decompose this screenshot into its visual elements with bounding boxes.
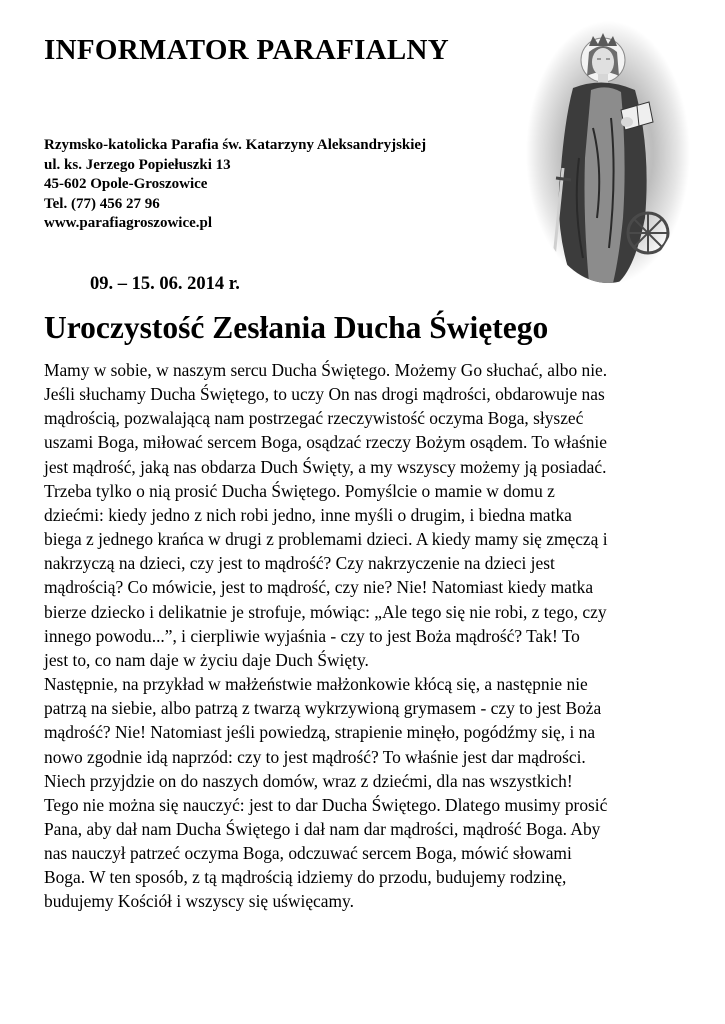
article-line: mądrością, pozwalającą nam postrzegać rzeczywistość oczyma Boga, słyszeć (44, 408, 584, 429)
article-line: Boga. W ten sposób, z tą mądrością idziemy do przodu, budujemy rodzinę, (44, 867, 567, 888)
article-line: innego powodu...”, i cierpliwie wyjaśnia - czy to jest Boża mądrość? Tak! To (44, 625, 580, 646)
article-line: patrzą na siebie, albo patrzą z twarzą wykrzywioną grymasem - czy to jest Boża (44, 698, 602, 719)
article-line: nas nauczył patrzeć oczyma Boga, odczuwać sercem Boga, mówić słowami (44, 843, 572, 864)
bulletin-title: INFORMATOR PARAFIALNY (44, 34, 450, 66)
website-link[interactable]: www.parafiagroszowice.pl (44, 215, 213, 231)
article-body (44, 358, 694, 914)
article-line: jest to, co nam daje w życiu daje Duch Święty. (44, 649, 369, 670)
article-line: Tego nie można się nauczyć: jest to dar Ducha Świętego. Dlatego musimy prosić (44, 794, 608, 815)
issue-date: 09. – 15. 06. 2014 r. (90, 274, 240, 294)
article-line: mądrość? Nie! Natomiast jeśli powiedzą, strapienie minęło, pogódźmy się, i na (44, 722, 596, 743)
article-line: Jeśli słuchamy Ducha Świętego, to uczy On nas drogi mądrości, obdarowuje nas (44, 384, 605, 405)
article-line: bierze dziecko i delikatnie je strofuje, mówiąc: „Ale tego się nie robi, z tego, czy (44, 601, 607, 622)
article-line: nowo zgodnie idą naprzód: czy to jest mądrość? To właśnie jest dar mądrości. (44, 746, 586, 767)
article-line: Pana, aby dał nam Ducha Świętego i dał nam dar mądrości, mądrość Boga. Aby (44, 818, 601, 839)
article-line: uszami Boga, miłować sercem Boga, osądzać rzeczy Bożym osądem. To właśnie (44, 432, 607, 453)
postal-city: 45-602 Opole-Groszowice (44, 176, 208, 192)
article-line: jest mądrość, jaką nas obdarza Duch Święty, a my wszyscy możemy ją posiadać. (44, 456, 607, 477)
article-line: mądrością? Co mówicie, jest to mądrość, czy nie? Nie! Natomiast kiedy matka (44, 577, 594, 598)
article-line: nakrzyczą na dzieci, czy jest to mądrość? Czy nakrzyczenie na dzieci jest (44, 553, 555, 574)
article-line: biega z jednego krańca w drugi z problemami dzieci. A kiedy mamy się zmęczą i (44, 529, 608, 550)
article-line: Mamy w sobie, w naszym sercu Ducha Świętego. Możemy Go słuchać, albo nie. (44, 360, 608, 380)
parish-name: Rzymsko-katolicka Parafia św. Katarzyny Aleksandryjskiej (44, 137, 427, 153)
article-line: Trzeba tylko o nią prosić Ducha Świętego. Pomyślcie o mamie w domu z (44, 480, 555, 501)
article-line: dziećmi: kiedy jedno z nich robi jedno, inne myśli o drugim, i biedna matka (44, 504, 572, 525)
article-line: budujemy Kościół i wszyscy się uświęcamy. (44, 891, 354, 912)
article-line: Niech przyjdzie on do naszych domów, wraz z dziećmi, dla nas wszystkich! (44, 770, 573, 791)
article-heading: Uroczystość Zesłania Ducha Świętego (44, 310, 549, 345)
parish-address (44, 136, 426, 234)
phone-number: Tel. (77) 456 27 96 (44, 195, 160, 212)
article-line: Następnie, na przykład w małżeństwie małżonkowie kłócą się, a następnie nie (44, 674, 588, 695)
street-address: ul. ks. Jerzego Popiełuszki 13 (44, 156, 231, 173)
saint-catherine-icon (523, 18, 693, 288)
